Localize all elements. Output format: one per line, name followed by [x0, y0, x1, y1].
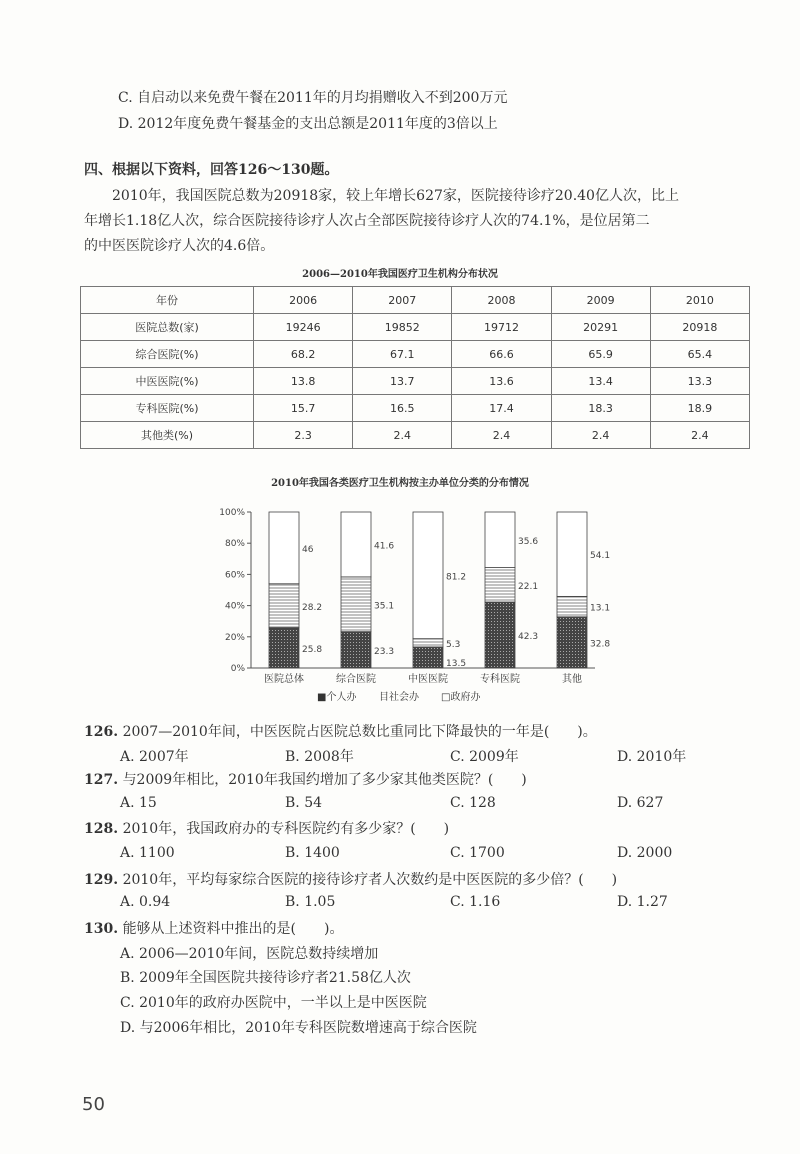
option-d: D. 与2006年相比，2010年专科医院数增速高于综合医院: [120, 1020, 477, 1036]
paragraph-line-1: 2010年，我国医院总数为20918家，较上年增长627家，医院接待诊疗20.40亿人次，比上: [112, 188, 679, 204]
table-header-cell: 2010: [650, 287, 749, 314]
table-cell: 13.8: [254, 368, 353, 395]
question-130: [84, 919, 344, 939]
question-127-options: [120, 795, 740, 815]
table-cell: 18.3: [551, 395, 650, 422]
data-label: 46: [302, 544, 314, 555]
question-128: [84, 819, 449, 839]
page-number: 50: [82, 1094, 105, 1115]
data-label: 54.1: [590, 551, 611, 562]
option-d: D. 2010年: [617, 749, 687, 765]
legend-entry: □政府办: [441, 692, 481, 703]
data-label: 35.6: [518, 536, 539, 547]
option-d: D. 2000: [617, 845, 673, 861]
table-cell: 2.4: [551, 422, 650, 449]
table-header-cell: 2009: [551, 287, 650, 314]
table-header-cell: 2006: [254, 287, 353, 314]
y-tick-label: 80%: [224, 539, 245, 550]
table-cell: 13.3: [650, 368, 749, 395]
option-a: A. 2007年: [120, 749, 189, 765]
y-tick-label: 0%: [230, 664, 245, 674]
question-text: 2010年，平均每家综合医院的接待诊疗者人次数约是中医医院的多少倍？( ): [122, 872, 618, 888]
table-cell: 20291: [551, 314, 650, 341]
table-cell: 65.9: [551, 341, 650, 368]
stacked-bar-chart: [205, 500, 611, 712]
x-tick-label: 中医医院: [408, 674, 448, 685]
x-tick-label: 其他: [562, 674, 582, 685]
table-row-label: 医院总数(家): [81, 314, 254, 341]
option-c: C. 2010年的政府办医院中，一半以上是中医医院: [120, 995, 427, 1011]
question-128-options: [120, 845, 740, 865]
bar-segment: [341, 577, 371, 632]
data-label: 23.3: [374, 646, 395, 657]
table-header-row: [81, 287, 750, 314]
bar-segment: [557, 512, 587, 596]
data-label: 28.2: [302, 602, 323, 613]
data-label: 81.2: [446, 572, 467, 583]
table-cell: 68.2: [254, 341, 353, 368]
table-cell: 18.9: [650, 395, 749, 422]
option-a: A. 2006—2010年间，医院总数持续增加: [120, 946, 379, 962]
option-a: A. 0.94: [120, 894, 171, 910]
table-row-label: 综合医院(%): [81, 341, 254, 368]
legend-entry: ■个人办: [317, 692, 357, 703]
option-c: C. 2009年: [450, 749, 519, 765]
question-number: 127.: [84, 772, 119, 788]
option-c: C. 128: [450, 795, 496, 811]
table-cell: 13.7: [353, 368, 452, 395]
table-cell: 17.4: [452, 395, 551, 422]
table-row: [81, 368, 750, 395]
data-label: 25.8: [302, 644, 323, 655]
question-127: [84, 770, 527, 790]
question-number: 128.: [84, 821, 119, 837]
bar-segment: [413, 639, 443, 647]
y-tick-label: 20%: [224, 632, 245, 643]
bar-segment: [485, 512, 515, 568]
option-b: B. 2008年: [285, 749, 354, 765]
table-header-cell: 年份: [81, 287, 254, 314]
table-cell: 13.6: [452, 368, 551, 395]
table-header-cell: 2008: [452, 287, 551, 314]
table-cell: 13.4: [551, 368, 650, 395]
bar-segment: [269, 628, 299, 668]
question-number: 126.: [84, 724, 119, 740]
bar-segment: [269, 584, 299, 628]
bar-segment: [269, 512, 299, 584]
hospital-distribution-table: [80, 286, 750, 449]
question-number: 129.: [84, 872, 119, 888]
bar-segment: [557, 596, 587, 616]
data-label: 42.3: [518, 632, 539, 643]
table-cell: 67.1: [353, 341, 452, 368]
table-cell: 15.7: [254, 395, 353, 422]
chart-title: 2010年我国各类医疗卫生机构按主办单位分类的分布情况: [271, 478, 529, 489]
table-cell: 65.4: [650, 341, 749, 368]
paragraph-line-3: 的中医医院诊疗人次的4.6倍。: [84, 238, 275, 254]
question-126: [84, 722, 597, 742]
paragraph-line-2: 年增长1.18亿人次，综合医院接待诊疗人次占全部医院接待诊疗人次的74.1%，是位居第二: [84, 213, 650, 229]
y-tick-label: 60%: [224, 570, 245, 581]
option-c: C. 1700: [450, 845, 505, 861]
option-b: B. 1.05: [285, 894, 336, 910]
section-heading: 四、根据以下资料，回答126～130题。: [84, 162, 339, 178]
legend-entry: 目社会办: [379, 692, 419, 703]
y-tick-label: 40%: [224, 601, 245, 612]
table-row: [81, 314, 750, 341]
table-cell: 2.3: [254, 422, 353, 449]
data-label: 13.1: [590, 603, 611, 614]
table-cell: 20918: [650, 314, 749, 341]
x-tick-label: 医院总体: [264, 674, 304, 685]
question-number: 130.: [84, 921, 119, 937]
table-row-label: 专科医院(%): [81, 395, 254, 422]
data-label: 22.1: [518, 581, 539, 592]
bar-segment: [413, 647, 443, 668]
option-a: A. 1100: [120, 845, 175, 861]
bar-segment: [557, 617, 587, 668]
data-label: 32.8: [590, 639, 611, 650]
question-126-options: [120, 746, 740, 766]
x-tick-label: 专科医院: [480, 674, 520, 685]
table-cell: 66.6: [452, 341, 551, 368]
option-d: D. 627: [617, 795, 664, 811]
table-row: [81, 395, 750, 422]
question-text: 2010年，我国政府办的专科医院约有多少家？( ): [122, 821, 450, 837]
table-cell: 19852: [353, 314, 452, 341]
table-cell: 2.4: [452, 422, 551, 449]
table-cell: 2.4: [353, 422, 452, 449]
table-cell: 16.5: [353, 395, 452, 422]
option-b: B. 54: [285, 795, 323, 811]
table-cell: 2.4: [650, 422, 749, 449]
prev-option-c: C. 自启动以来免费午餐在2011年的月均捐赠收入不到200万元: [118, 90, 508, 106]
bar-segment: [341, 632, 371, 668]
option-d: D. 1.27: [617, 894, 668, 910]
data-label: 35.1: [374, 601, 395, 612]
table-cell: 19246: [254, 314, 353, 341]
question-129-options: [120, 894, 740, 914]
data-label: 5.3: [446, 639, 461, 650]
table-cell: 19712: [452, 314, 551, 341]
option-a: A. 15: [120, 795, 157, 811]
question-text: 能够从上述资料中推出的是( )。: [122, 921, 344, 937]
data-label: 13.5: [446, 659, 467, 669]
question-text: 2007—2010年间，中医医院占医院总数比重同比下降最快的一年是( )。: [122, 724, 597, 740]
question-129: [84, 870, 617, 890]
option-b: B. 1400: [285, 845, 340, 861]
table-row-label: 其他类(%): [81, 422, 254, 449]
question-text: 与2009年相比，2010年我国约增加了多少家其他类医院？( ): [122, 772, 527, 788]
table-row: [81, 422, 750, 449]
bar-segment: [485, 602, 515, 668]
option-c: C. 1.16: [450, 894, 501, 910]
bar-segment: [413, 512, 443, 639]
table-header-cell: 2007: [353, 287, 452, 314]
data-label: 41.6: [374, 541, 395, 552]
table-caption: 2006—2010年我国医疗卫生机构分布状况: [302, 269, 498, 280]
table-row-label: 中医医院(%): [81, 368, 254, 395]
option-b: B. 2009年全国医院共接待诊疗者21.58亿人次: [120, 970, 411, 986]
y-tick-label: 100%: [219, 508, 245, 518]
prev-option-d: D. 2012年度免费午餐基金的支出总额是2011年度的3倍以上: [118, 116, 498, 132]
bar-segment: [341, 512, 371, 577]
x-tick-label: 综合医院: [336, 674, 376, 685]
bar-segment: [485, 568, 515, 602]
table-row: [81, 341, 750, 368]
